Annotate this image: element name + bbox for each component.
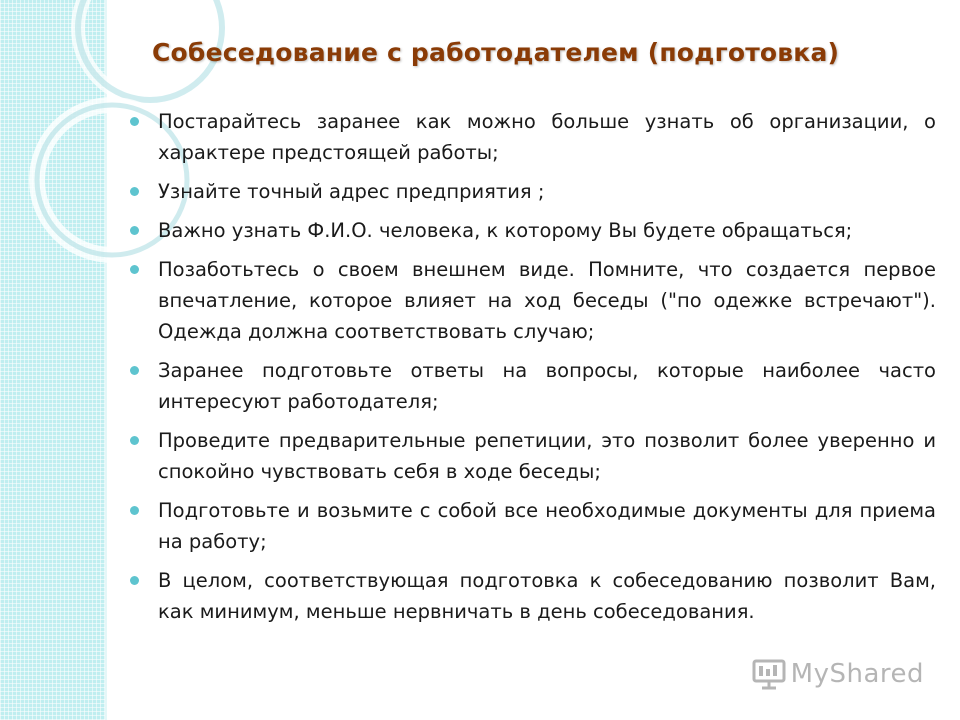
bullet-text: Постарайтесь заранее как можно больше узнать об организации, о характере предстоящей работы; — [158, 110, 936, 164]
bullet-item — [130, 254, 936, 347]
bullet-text: Важно узнать Ф.И.О. человека, к которому Вы будете обращаться; — [158, 219, 853, 242]
bullet-text: Заранее подготовьте ответы на вопросы, которые наиболее часто интересуют работодателя; — [158, 359, 936, 413]
bullet-item — [130, 355, 936, 417]
bullet-dot-icon — [130, 436, 139, 445]
slide-title: Собеседование с работодателем (подготовка) — [152, 38, 840, 67]
bullet-dot-icon — [130, 576, 139, 585]
bullet-list — [130, 106, 936, 635]
bullet-dot-icon — [130, 265, 139, 274]
bullet-dot-icon — [130, 117, 139, 126]
bullet-text: Подготовьте и возьмите с собой все необходимые документы для приема на работу; — [158, 499, 936, 553]
bullet-item — [130, 106, 936, 168]
bullet-dot-icon — [130, 187, 139, 196]
bullet-dot-icon — [130, 366, 139, 375]
bullet-dot-icon — [130, 226, 139, 235]
bullet-text: Узнайте точный адрес предприятия ; — [158, 180, 545, 203]
myshared-watermark — [751, 656, 924, 692]
bullet-item — [130, 176, 936, 207]
bullet-item — [130, 565, 936, 627]
bullet-dot-icon — [130, 506, 139, 515]
watermark-text: MyShared — [790, 659, 924, 689]
bullet-item — [130, 215, 936, 246]
presentation-screen-icon — [751, 656, 787, 692]
bullet-item — [130, 425, 936, 487]
bullet-text: Позаботьтесь о своем внешнем виде. Помните, что создается первое впечатление, которое влияет на ход беседы ("по одежке встречают"). Одежда должна соответствовать случаю; — [158, 258, 936, 343]
bullet-text: В целом, соответствующая подготовка к собеседованию позволит Вам, как минимум, меньше нервничать в день собеседования. — [158, 569, 936, 623]
bullet-text: Проведите предварительные репетиции, это позволит более уверенно и спокойно чувствовать себя в ходе беседы; — [158, 429, 936, 483]
bullet-item — [130, 495, 936, 557]
